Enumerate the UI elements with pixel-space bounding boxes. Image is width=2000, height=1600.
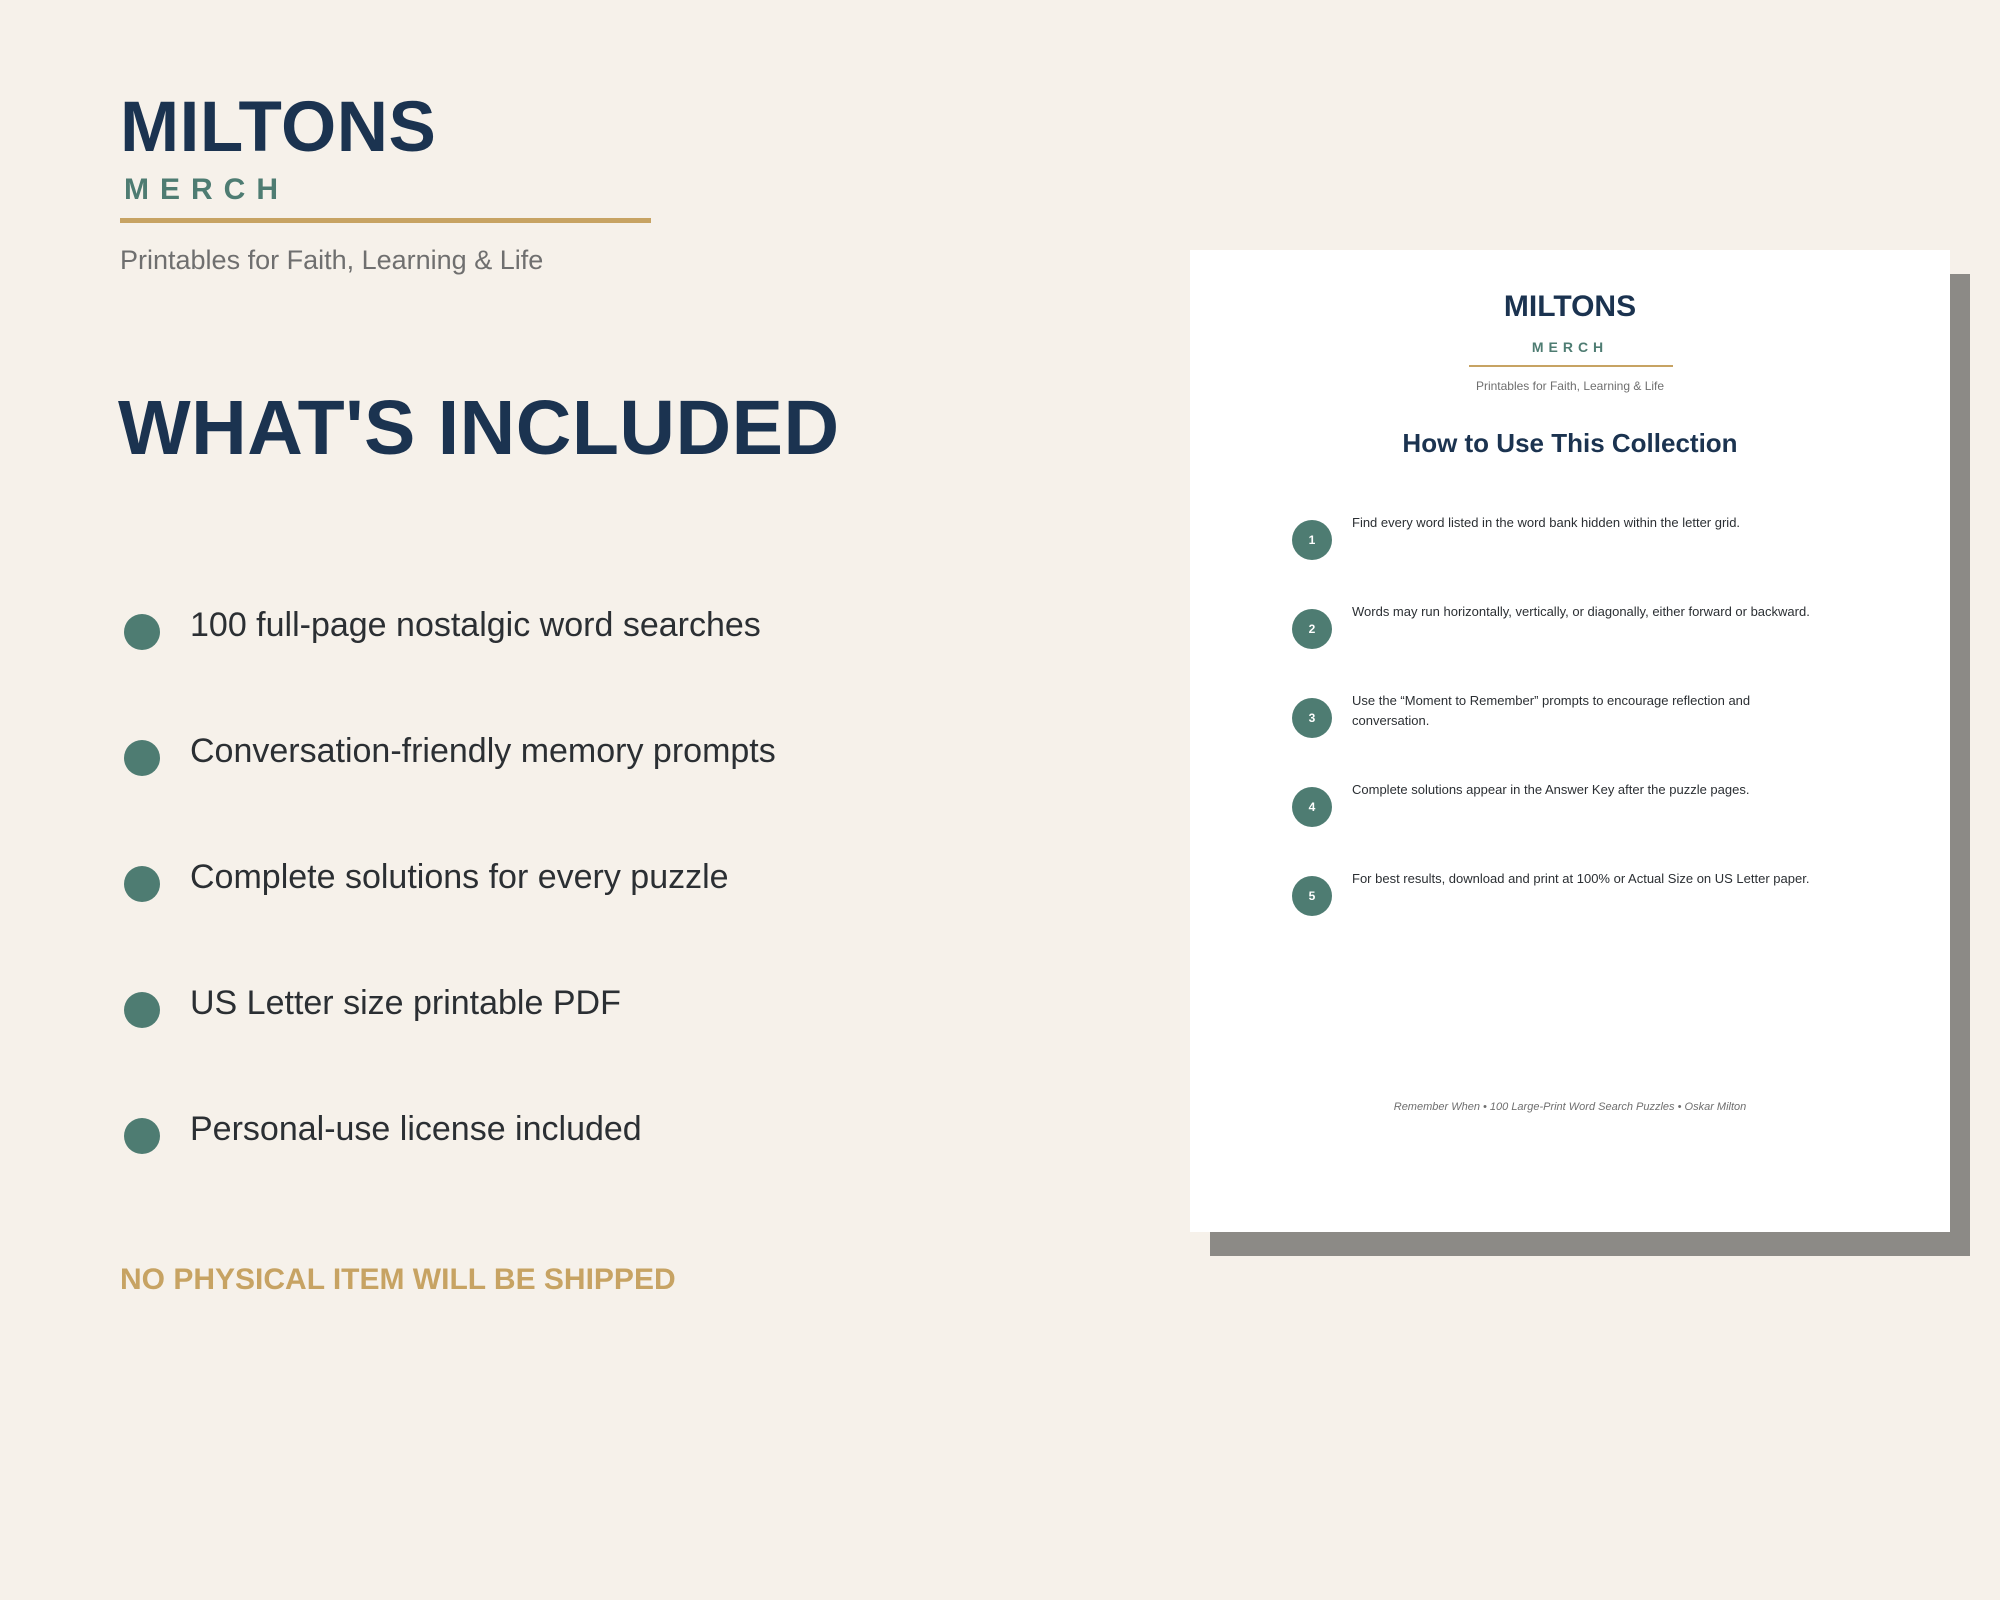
brand-tagline: Printables for Faith, Learning & Life	[120, 245, 544, 275]
sheet-brand-name: MILTONS	[1503, 290, 1637, 323]
sheet-brand-subtitle: MERCH	[1531, 339, 1609, 355]
instruction-step	[1292, 515, 1812, 609]
step-number-badge: 3	[1292, 698, 1332, 738]
bullet-icon	[124, 866, 160, 902]
feature-text: 100 full-page nostalgic word searches	[190, 606, 761, 644]
step-number-badge: 1	[1292, 520, 1332, 560]
brand-subtitle: MERCH	[124, 173, 289, 206]
instruction-step	[1292, 871, 1812, 965]
brand-divider	[120, 218, 651, 223]
step-text: Words may run horizontally, vertically, or diagonally, either forward or backward.	[1352, 604, 1810, 619]
preview-sheet	[1190, 250, 1950, 1232]
feature-list	[124, 562, 776, 1192]
step-number-badge: 4	[1292, 787, 1332, 827]
sheet-tagline: Printables for Faith, Learning & Life	[1475, 379, 1665, 393]
brand-logo	[120, 88, 437, 206]
bullet-icon	[124, 992, 160, 1028]
step-text: Find every word listed in the word bank hidden within the letter grid.	[1352, 515, 1741, 530]
sheet-divider	[1469, 365, 1673, 367]
page-title: WHAT'S INCLUDED	[118, 385, 840, 471]
step-number-badge: 5	[1292, 876, 1332, 916]
instruction-step	[1292, 693, 1812, 787]
feature-item	[124, 562, 776, 688]
bullet-icon	[124, 1118, 160, 1154]
feature-text: Personal-use license included	[190, 1110, 642, 1148]
feature-item	[124, 1066, 776, 1192]
brand-name: MILTONS	[120, 88, 437, 167]
bullet-icon	[124, 614, 160, 650]
feature-item	[124, 940, 776, 1066]
instruction-list	[1292, 515, 1812, 965]
bullet-icon	[124, 740, 160, 776]
feature-item	[124, 688, 776, 814]
step-text: For best results, download and print at 100% or Actual Size on US Letter paper.	[1352, 871, 1810, 886]
feature-text: Conversation-friendly memory prompts	[190, 732, 776, 770]
step-text: Use the “Moment to Remember” prompts to encourage reflection and conversation.	[1352, 693, 1751, 728]
step-text: Complete solutions appear in the Answer Key after the puzzle pages.	[1352, 782, 1750, 797]
sheet-footer: Remember When • 100 Large-Print Word Search Puzzles • Oskar Milton	[1393, 1101, 1747, 1113]
instruction-step	[1292, 782, 1812, 876]
shipping-notice: NO PHYSICAL ITEM WILL BE SHIPPED	[120, 1263, 676, 1296]
sheet-title: How to Use This Collection	[1402, 428, 1738, 458]
feature-text: Complete solutions for every puzzle	[190, 858, 729, 896]
feature-text: US Letter size printable PDF	[190, 984, 621, 1022]
feature-item	[124, 814, 776, 940]
step-number-badge: 2	[1292, 609, 1332, 649]
instruction-step	[1292, 604, 1812, 698]
